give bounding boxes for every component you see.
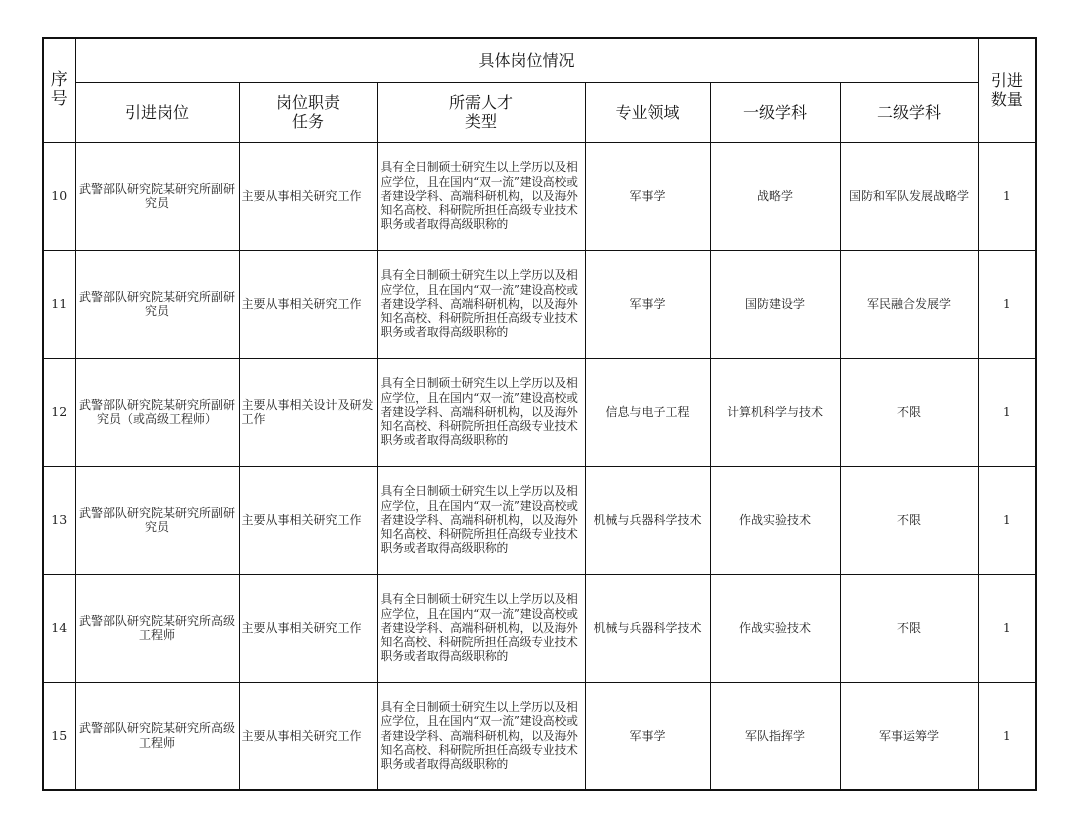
header-duty: [239, 82, 377, 142]
header-field: [585, 82, 710, 142]
header-field-label: 专业领域: [615, 102, 680, 122]
cell-level1: 计算机科学与技术: [710, 358, 840, 466]
header-talent: [377, 82, 585, 142]
cell-level2: 不限: [840, 466, 978, 574]
cell-level2: 军民融合发展学: [840, 250, 978, 358]
cell-duty: 主要从事相关研究工作: [239, 682, 377, 790]
recruitment-table-sheet: [42, 37, 1035, 791]
cell-talent: 具有全日制硕士研究生以上学历以及相应学位，且在国内“双一流”建设高校或者建设学科、高端科研机构，以及海外知名高校、科研院所担任高级专业技术职务或者取得高级职称的: [377, 682, 585, 790]
cell-level1: 战略学: [710, 142, 840, 250]
cell-duty: 主要从事相关设计及研发工作: [239, 358, 377, 466]
cell-count: 1: [978, 574, 1036, 682]
header-duty-label: 岗位职责 任务: [275, 93, 340, 131]
header-post: [75, 82, 239, 142]
cell-duty: 主要从事相关研究工作: [239, 466, 377, 574]
cell-field: 机械与兵器科学技术: [585, 574, 710, 682]
cell-duty: 主要从事相关研究工作: [239, 142, 377, 250]
table-row: [43, 358, 1036, 466]
cell-seq: 12: [43, 358, 75, 466]
header-count-label: 引进 数量: [990, 71, 1023, 110]
cell-duty: 主要从事相关研究工作: [239, 250, 377, 358]
header-level1-label: 一级学科: [742, 102, 807, 122]
header-level2: [840, 82, 978, 142]
cell-talent: 具有全日制硕士研究生以上学历以及相应学位，且在国内“双一流”建设高校或者建设学科、高端科研机构，以及海外知名高校、科研院所担任高级专业技术职务或者取得高级职称的: [377, 142, 585, 250]
cell-field: 机械与兵器科学技术: [585, 466, 710, 574]
cell-talent: 具有全日制硕士研究生以上学历以及相应学位，且在国内“双一流”建设高校或者建设学科、高端科研机构，以及海外知名高校、科研院所担任高级专业技术职务或者取得高级职称的: [377, 466, 585, 574]
cell-duty: 主要从事相关研究工作: [239, 574, 377, 682]
recruitment-table: [42, 37, 1037, 791]
header-group-title: [75, 38, 978, 82]
cell-post: 武警部队研究院某研究所高级工程师: [75, 682, 239, 790]
cell-field: 军事学: [585, 142, 710, 250]
cell-count: 1: [978, 358, 1036, 466]
cell-seq: 13: [43, 466, 75, 574]
cell-talent: 具有全日制硕士研究生以上学历以及相应学位，且在国内“双一流”建设高校或者建设学科、高端科研机构，以及海外知名高校、科研院所担任高级专业技术职务或者取得高级职称的: [377, 574, 585, 682]
cell-level1: 军队指挥学: [710, 682, 840, 790]
table-row: [43, 682, 1036, 790]
header-level1: [710, 82, 840, 142]
cell-level2: 军事运筹学: [840, 682, 978, 790]
cell-level2: 不限: [840, 358, 978, 466]
cell-count: 1: [978, 682, 1036, 790]
table-row: [43, 466, 1036, 574]
header-talent-label: 所需人才 类型: [448, 93, 513, 131]
cell-post: 武警部队研究院某研究所高级工程师: [75, 574, 239, 682]
cell-field: 军事学: [585, 250, 710, 358]
header-level2-label: 二级学科: [877, 102, 942, 122]
header-seq: [43, 38, 75, 142]
header-seq-label: 序 号: [50, 70, 68, 110]
cell-level1: 作战实验技术: [710, 574, 840, 682]
table-row: [43, 250, 1036, 358]
header-count: [978, 38, 1036, 142]
cell-seq: 11: [43, 250, 75, 358]
cell-post: 武警部队研究院某研究所副研究员: [75, 250, 239, 358]
table-row: [43, 574, 1036, 682]
cell-post: 武警部队研究院某研究所副研究员: [75, 466, 239, 574]
header-post-label: 引进岗位: [124, 102, 189, 122]
cell-talent: 具有全日制硕士研究生以上学历以及相应学位，且在国内“双一流”建设高校或者建设学科、高端科研机构，以及海外知名高校、科研院所担任高级专业技术职务或者取得高级职称的: [377, 250, 585, 358]
cell-post: 武警部队研究院某研究所副研究员: [75, 142, 239, 250]
cell-post: 武警部队研究院某研究所副研究员（或高级工程师）: [75, 358, 239, 466]
table-row: [43, 142, 1036, 250]
cell-level2: 国防和军队发展战略学: [840, 142, 978, 250]
cell-count: 1: [978, 250, 1036, 358]
cell-count: 1: [978, 142, 1036, 250]
cell-seq: 14: [43, 574, 75, 682]
cell-seq: 10: [43, 142, 75, 250]
cell-field: 军事学: [585, 682, 710, 790]
cell-level1: 国防建设学: [710, 250, 840, 358]
cell-count: 1: [978, 466, 1036, 574]
header-group-title-label: 具体岗位情况: [478, 50, 575, 70]
cell-seq: 15: [43, 682, 75, 790]
cell-field: 信息与电子工程: [585, 358, 710, 466]
cell-talent: 具有全日制硕士研究生以上学历以及相应学位，且在国内“双一流”建设高校或者建设学科、高端科研机构，以及海外知名高校、科研院所担任高级专业技术职务或者取得高级职称的: [377, 358, 585, 466]
cell-level2: 不限: [840, 574, 978, 682]
cell-level1: 作战实验技术: [710, 466, 840, 574]
